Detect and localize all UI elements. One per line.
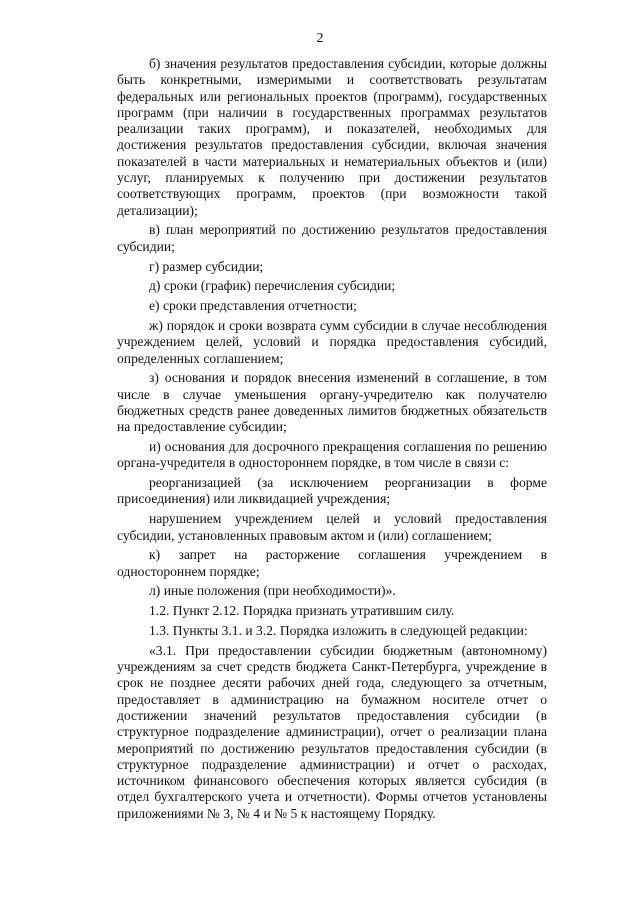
paragraph-v: в) план мероприятий по достижению результатов предоставления субсидии; [117,222,547,254]
paragraph-d: д) сроки (график) перечисления субсидии; [149,278,396,294]
paragraph-violation: нарушением учреждением целей и условий предоставления субсидии, установленных правовым актом и (или) соглашением; [117,511,547,543]
paragraph-b: б) значения результатов предоставления субсидии, которые должны быть конкретными, измеримыми и соответствовать результатам федеральных или региональных проектов (программ), государственных программ (при наличии в государственных программах результатов реализации таких программ), и показателей, необходимых для достижения результатов предоставления субсидии, включая значения показателей в части материальных и нематериальных объектов и (или) услуг, планируемых к получению при достижении результатов соответствующих программ, проектов (при возможности такой детализации); [117,56,547,218]
paragraph-1-2: 1.2. Пункт 2.12. Порядка признать утратившим силу. [149,603,455,619]
paragraph-i: и) основания для досрочного прекращения соглашения по решению органа-учредителя в одностороннем порядке, в том числе в связи с: [117,439,547,471]
paragraph-3-1: «3.1. При предоставлении субсидии бюджетным (автономному) учреждениям за счет средств бюджета Санкт-Петербурга, учреждение в срок не позднее десяти рабочих дней года, следующего за отчетным, предоставляет в администрацию на бумажном носителе отчет о достижении значений результатов предоставления субсидии (в структурное подразделение администрации), отчет о реализации плана мероприятий по достижению результатов предоставления субсидии (в структурное подразделение администрации) и отчет о расходах, источником финансового обеспечения которых является субсидия (в отдел бухгалтерского учета и отчетности). Формы отчетов установлены приложениями № 3, № 4 и № 5 к настоящему Порядку. [117,642,547,821]
paragraph-1-3: 1.3. Пункты 3.1. и 3.2. Порядка изложить в следующей редакции: [149,623,528,638]
paragraph-z: з) основания и порядок внесения изменений в соглашение, в том числе в случае уменьшения органу-учредителю как получателю бюджетных средств ранее доведенных лимитов бюджетных обязательств на предоставление субсидии; [117,370,547,435]
paragraph-zh: ж) порядок и сроки возврата сумм субсидии в случае несоблюдения учреждением целей, условий и порядка предоставления субсидий, определенных соглашением; [117,317,547,366]
page-number: 2 [316,31,324,46]
paragraph-g: г) размер субсидии; [149,258,264,274]
paragraph-l: л) иные положения (при необходимости)». [149,583,396,599]
paragraph-k: к) запрет на расторжение соглашения учреждением в одностороннем порядке; [117,547,547,579]
document-body [117,56,547,826]
paragraph-reorganization: реорганизацией (за исключением реорганизации в форме присоединения) или ликвидацией учреждения; [117,475,547,507]
paragraph-e: е) сроки представления отчетности; [149,298,357,314]
